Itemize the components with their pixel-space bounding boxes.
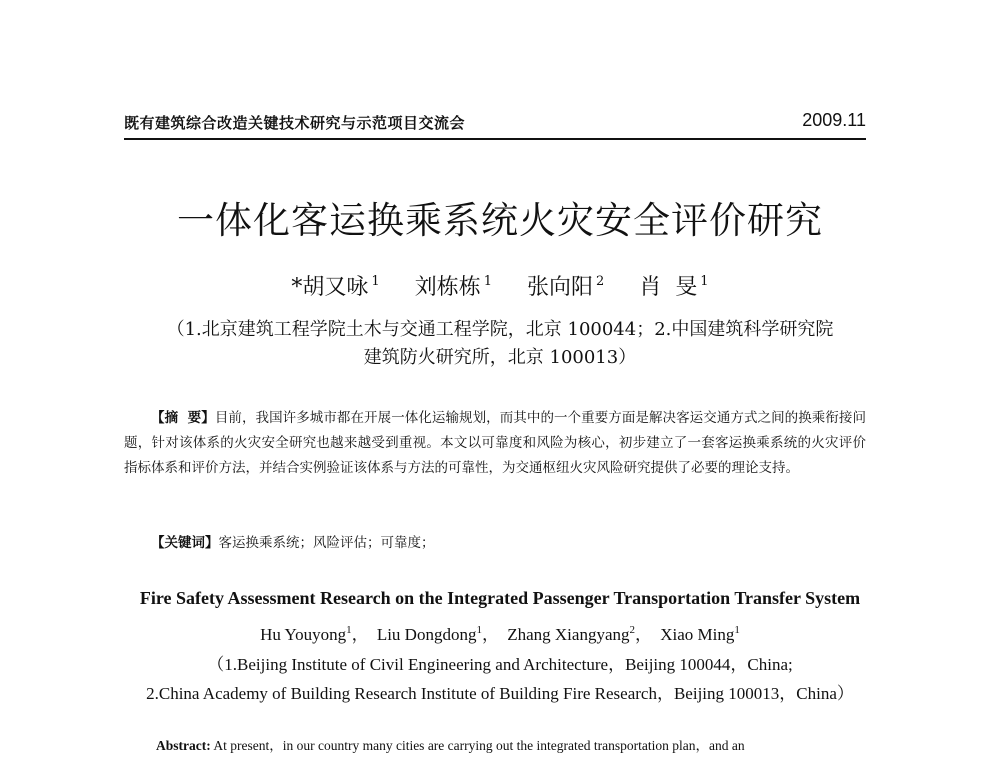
affiliations-english [0, 650, 1000, 708]
affiliations-chinese [0, 316, 1000, 372]
author-cn-name: 张向阳 [527, 275, 594, 300]
author-en-affil: 2 [629, 624, 635, 636]
running-header [124, 110, 866, 138]
author-en-sep: ， [481, 625, 499, 644]
author-en-affil: 1 [346, 624, 352, 636]
author-en-affil: 1 [734, 624, 740, 636]
author-en-name: Zhang Xiangyang [507, 625, 630, 644]
affiliation-en-line: 2.China Academy of Building Research Institute of Building Fire Research，Beijing 100013，China） [146, 684, 854, 703]
title-english: Fire Safety Assessment Research on the Integrated Passenger Transportation Transfer System [139, 588, 861, 608]
keywords-cn-label: 【关键词】 [151, 535, 219, 551]
author-en [260, 625, 368, 644]
author-en-name: Hu Youyong [260, 625, 347, 644]
author-cn [527, 275, 604, 300]
abstract-chinese [124, 406, 866, 481]
title-chinese: 一体化客运换乘系统火灾安全评价研究 [177, 199, 823, 242]
abstract-english [156, 734, 866, 754]
author-en-name: Liu Dongdong [376, 625, 477, 644]
author-en-name: Xiao Ming [660, 625, 735, 644]
abstract-en-text: At present，in our country many cities are carrying out the integrated transportation plan，and an [210, 738, 745, 753]
author-cn-name: 肖 旻 [639, 275, 698, 300]
journal-name: 既有建筑综合改造关键技术研究与示范项目交流会 [124, 114, 466, 132]
abstract-en-label: Abstract: [156, 738, 211, 753]
author-en [507, 625, 652, 644]
author-en-affil: 1 [476, 624, 482, 636]
author-cn [639, 275, 708, 300]
keywords-cn-text: 客运换乘系统；风险评估；可靠度； [218, 535, 435, 551]
author-cn-affil: 2 [596, 274, 605, 289]
author-cn-name: *胡又咏 [291, 275, 369, 300]
affiliation-en-line: （1.Beijing Institute of Civil Engineering and Architecture，Beijing 100044，China; [207, 655, 793, 674]
issue-date: 2009.11 [802, 110, 866, 130]
abstract-cn-label: 【摘 要】 [151, 410, 215, 426]
author-en [377, 625, 499, 644]
keywords-chinese [124, 531, 866, 551]
author-en [660, 625, 740, 644]
author-en-sep: ， [351, 625, 369, 644]
header-rule [124, 138, 866, 140]
author-cn [291, 275, 379, 300]
author-cn [415, 275, 492, 300]
authors-chinese [0, 270, 1000, 301]
author-en-sep: ， [635, 625, 652, 644]
affiliation-cn-line: 建筑防火研究所，北京 100013） [363, 347, 637, 368]
authors-english [0, 620, 1000, 645]
affiliation-cn-line: （1.北京建筑工程学院土木与交通工程学院，北京 100044；2.中国建筑科学研究院 [166, 319, 834, 340]
author-cn-affil: 1 [483, 274, 492, 289]
author-cn-name: 刘栋栋 [414, 275, 481, 300]
author-cn-affil: 1 [700, 274, 709, 289]
author-cn-affil: 1 [371, 274, 380, 289]
abstract-cn-text: 目前，我国许多城市都在开展一体化运输规划，而其中的一个重要方面是解决客运交通方式之间的换乘衔接问题，针对该体系的火灾安全研究也越来越受到重视。本文以可靠度和风险为核心，初步建立了一套客运换乘系统的火灾评价指标体系和评价方法，并结合实例验证该体系与方法的可靠性，为交通枢纽火灾风险研究提供了必要的理论支持。 [124, 410, 866, 476]
